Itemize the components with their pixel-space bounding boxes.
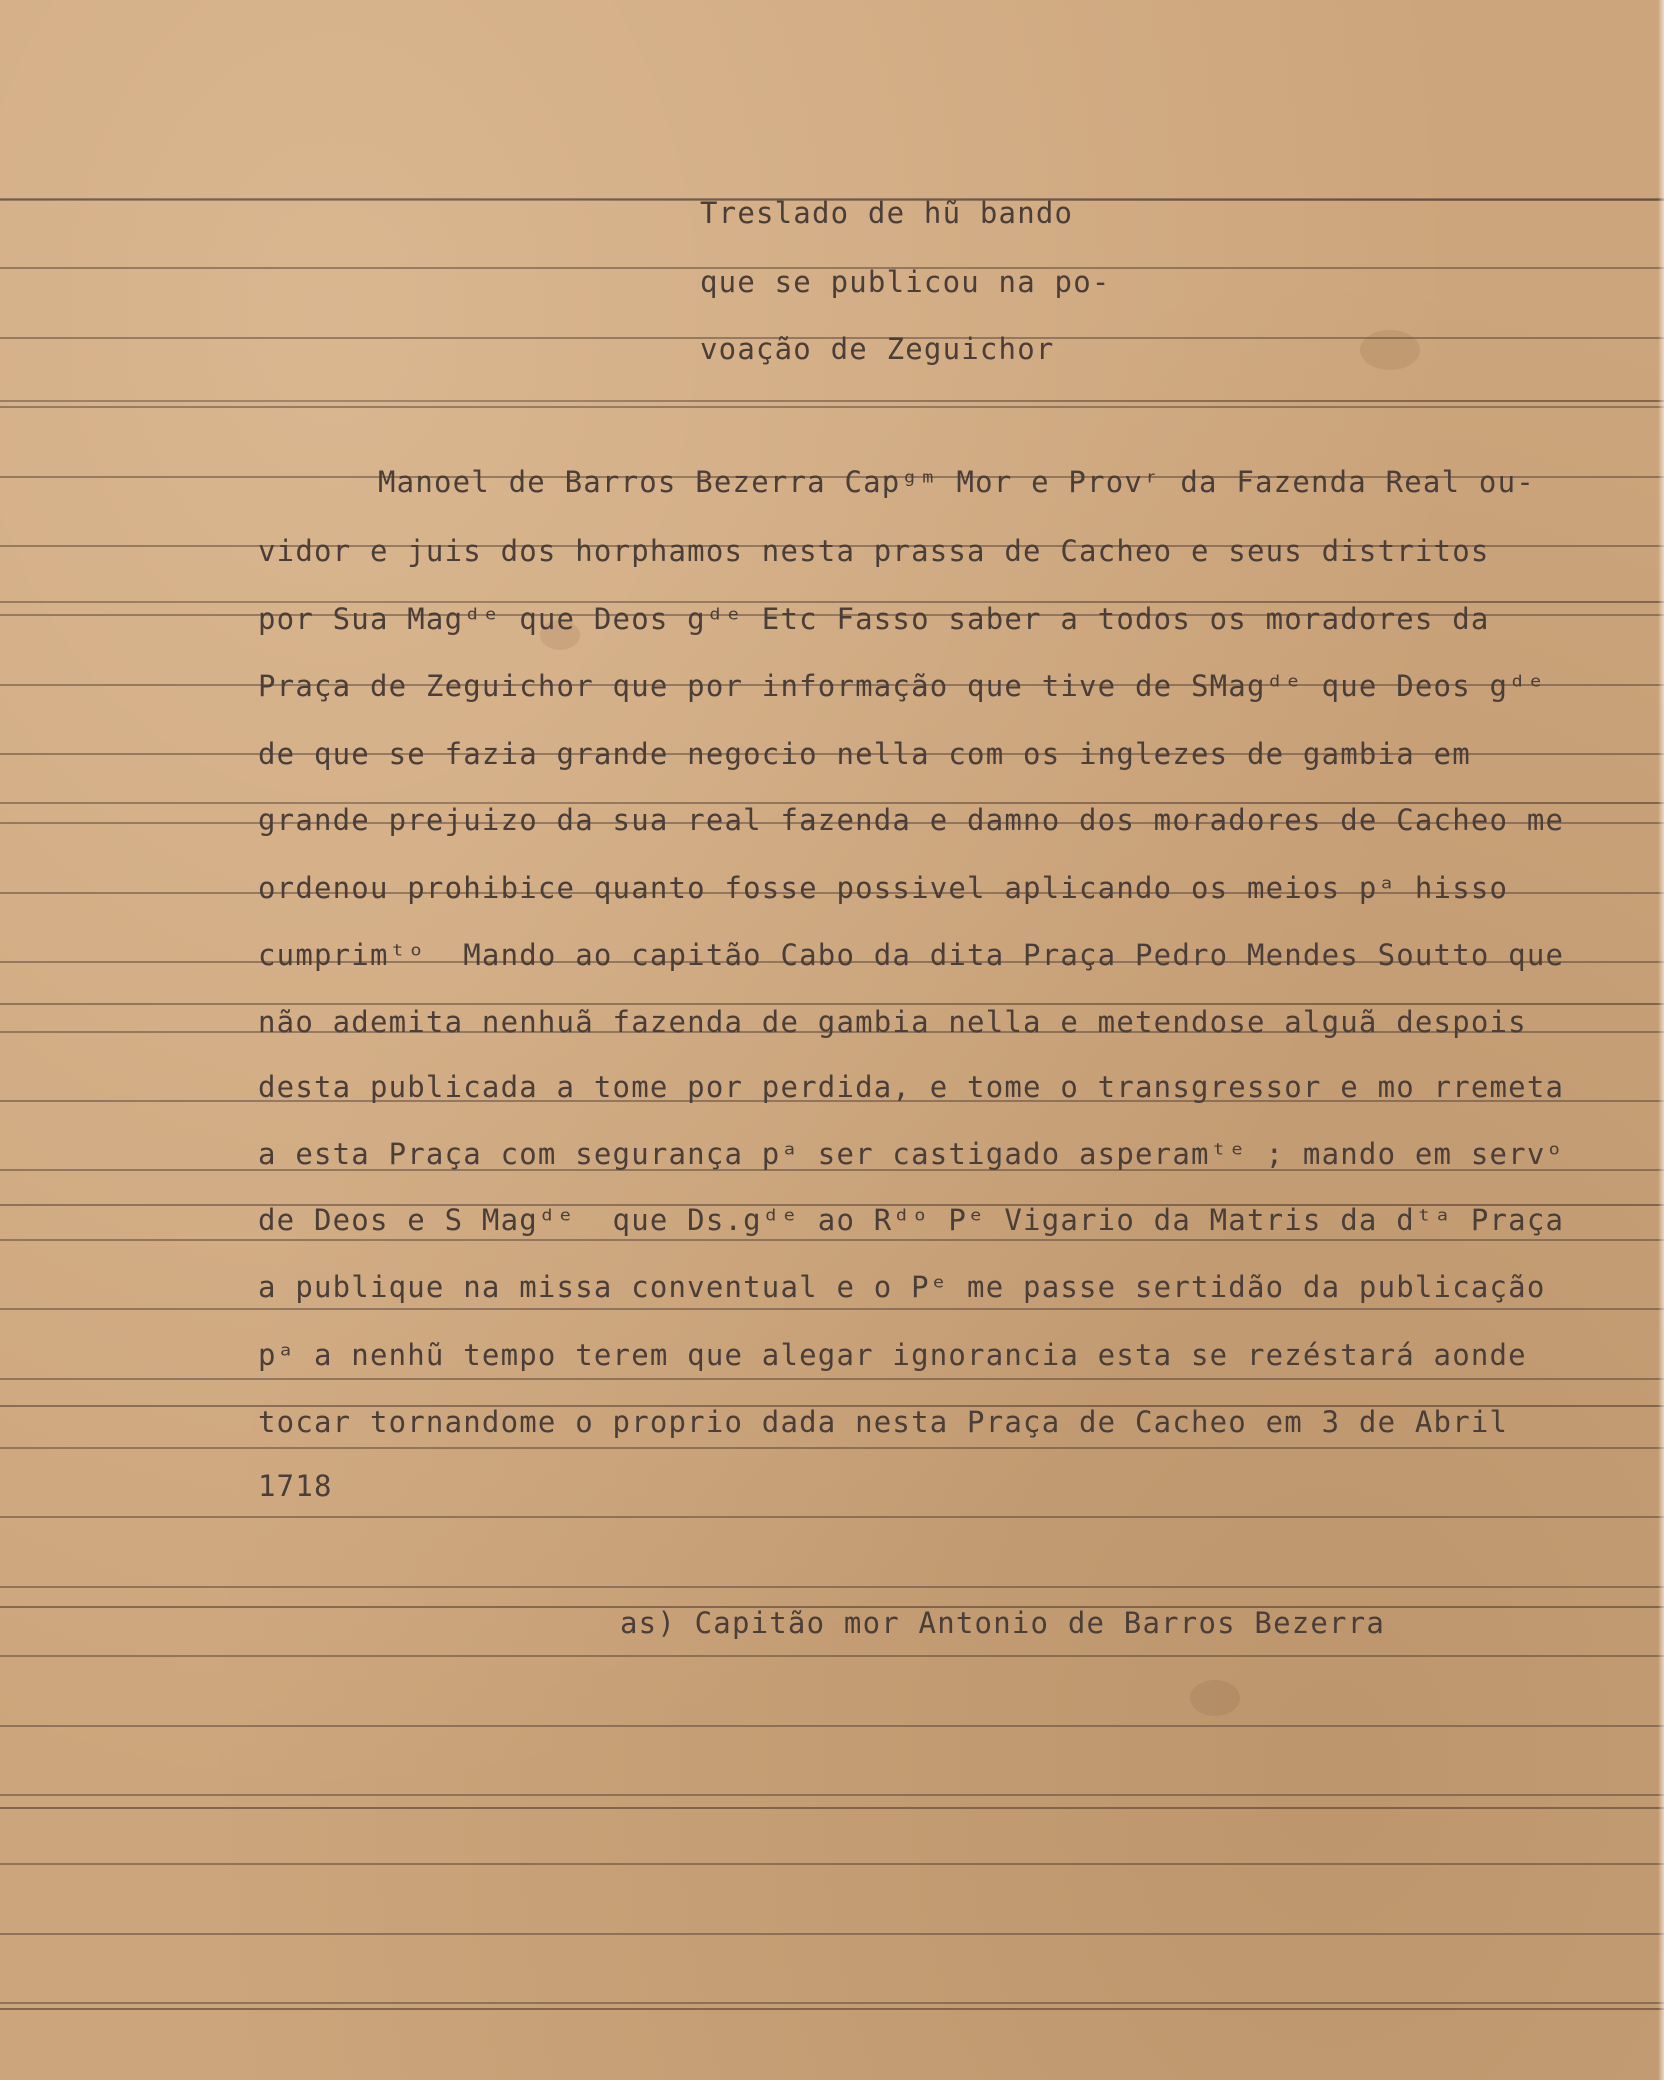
page-edge xyxy=(1658,0,1664,2080)
body-line-6: grande prejuizo da sua real fazenda e damno dos moradores de Cacheo me xyxy=(258,803,1565,837)
body-line-2: vidor e juis dos horphamos nesta prassa de Cacheo e seus distritos xyxy=(258,534,1490,568)
body-line-12: de Deos e S Magᵈᵉ que Ds.gᵈᵉ ao Rᵈᵒ Pᵉ Vigario da Matris da dᵗᵃ Praça xyxy=(258,1203,1565,1237)
body-line-4: Praça de Zeguichor que por informação que tive de SMagᵈᵉ que Deos gᵈᵉ xyxy=(258,669,1546,703)
body-line-8: cumprimᵗᵒ Mando ao capitão Cabo da dita Praça Pedro Mendes Soutto que xyxy=(258,938,1565,972)
body-line-13: a publique na missa conventual e o Pᵉ me passe sertidão da publicação xyxy=(258,1270,1546,1304)
body-line-7: ordenou prohibice quanto fosse possivel aplicando os meios pᵃ hisso xyxy=(258,871,1509,905)
body-line-1: Manoel de Barros Bezerra Capᵍᵐ Mor e Provʳ da Fazenda Real ou- xyxy=(378,465,1535,499)
signature-line: as) Capitão mor Antonio de Barros Bezerra xyxy=(620,1606,1386,1640)
body-line-3: por Sua Magᵈᵉ que Deos gᵈᵉ Etc Fasso saber a todos os moradores da xyxy=(258,602,1490,636)
body-line-11: a esta Praça com segurança pᵃ ser castigado asperamᵗᵉ ; mando em servᵒ xyxy=(258,1137,1565,1171)
body-line-9: não ademita nenhuã fazenda de gambia nella e metendose alguã despois xyxy=(258,1005,1527,1039)
body-line-15: tocar tornandome o proprio dada nesta Praça de Cacheo em 3 de Abril xyxy=(258,1405,1509,1439)
paper-stain xyxy=(1190,1680,1240,1716)
title-line-3: voação de Zeguichor xyxy=(700,332,1055,366)
title-line-2: que se publicou na po- xyxy=(700,265,1111,299)
paper-stain xyxy=(1360,330,1420,370)
body-line-14: pᵃ a nenhũ tempo terem que alegar ignorancia esta se rezéstará aonde xyxy=(258,1338,1527,1372)
body-line-5: de que se fazia grande negocio nella com os inglezes de gambia em xyxy=(258,737,1471,771)
title-line-1: Treslado de hũ bando xyxy=(700,196,1074,230)
body-line-16: 1718 xyxy=(258,1469,333,1503)
body-line-10: desta publicada a tome por perdida, e tome o transgressor e mo rremeta xyxy=(258,1070,1565,1104)
